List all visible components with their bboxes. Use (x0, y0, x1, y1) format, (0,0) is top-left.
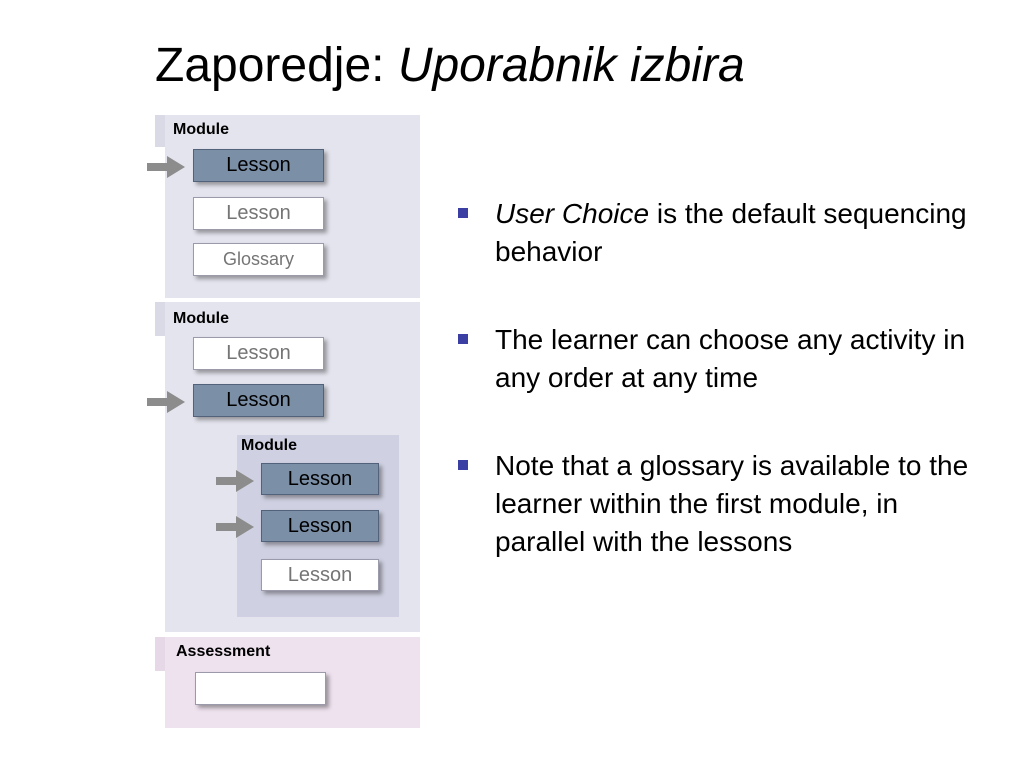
assessment-box (195, 672, 326, 705)
arrow-icon (216, 470, 256, 492)
lesson-box: Lesson (193, 384, 324, 417)
arrow-icon (147, 156, 187, 178)
title-italic: Uporabnik izbira (397, 39, 745, 92)
bullet-list (458, 195, 988, 611)
lesson-box: Lesson (261, 559, 379, 591)
bullet-square-icon (458, 334, 468, 344)
bullet-text: is the default sequencing behavior (495, 198, 967, 267)
module-1-label: Module (173, 121, 229, 138)
bullet-square-icon (458, 208, 468, 218)
lesson-box: Lesson (261, 510, 379, 542)
module-3-label: Module (241, 437, 297, 454)
module-2-tab (155, 302, 165, 336)
glossary-box: Glossary (193, 243, 324, 276)
title-main: Zaporedje: (155, 39, 398, 92)
bullet-item (458, 195, 988, 271)
bullet-text: The learner can choose any activity in any order at any time (495, 324, 966, 393)
lesson-box: Lesson (193, 149, 324, 182)
module-2-label: Module (173, 310, 229, 327)
lesson-box: Lesson (193, 197, 324, 230)
bullet-item (458, 447, 988, 561)
bullet-item (458, 321, 988, 397)
arrow-icon (147, 391, 187, 413)
assessment-label: Assessment (176, 643, 271, 660)
lesson-box: Lesson (193, 337, 324, 370)
arrow-icon (216, 516, 256, 538)
module-1-tab (155, 115, 165, 147)
bullet-italic: User Choice (495, 198, 650, 229)
bullet-text: Note that a glossary is available to the learner within the first module, in parallel with the lessons (495, 450, 969, 557)
slide-title (155, 36, 745, 96)
lesson-box: Lesson (261, 463, 379, 495)
assessment-tab (155, 637, 165, 671)
bullet-square-icon (458, 460, 468, 470)
